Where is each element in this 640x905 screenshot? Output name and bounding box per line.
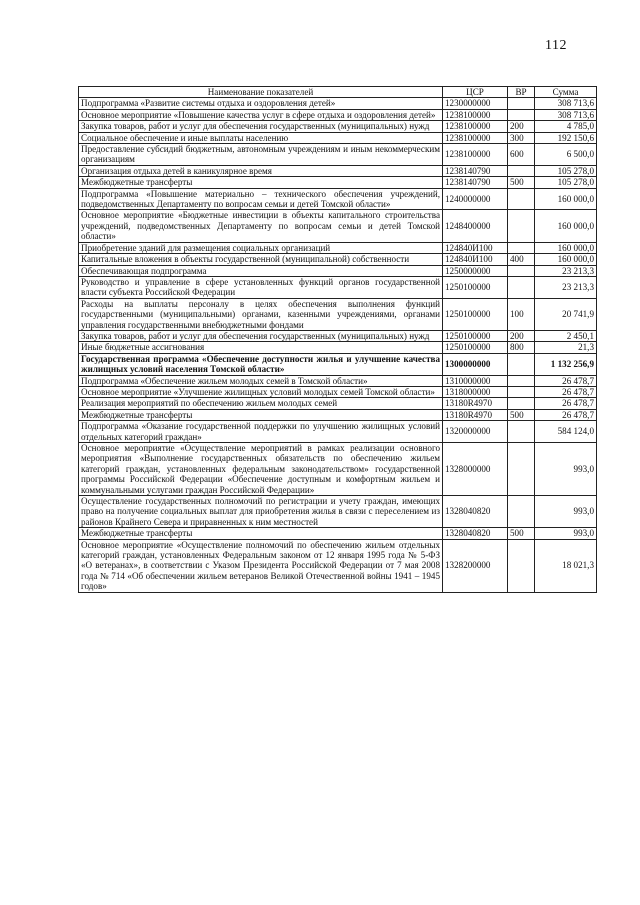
table-row (79, 265, 597, 276)
row-csr-cell: 1240000000 (443, 188, 508, 210)
row-name-cell: Организация отдыха детей в каникулярное время (79, 165, 443, 176)
row-sum-cell: 584 124,0 (535, 421, 597, 443)
row-name-cell: Основное мероприятие «Бюджетные инвестиции в объекты капитального строительства учреждений, подведомственных Департаменту по вопросам семьи и детей Томской области» (79, 210, 443, 242)
table-row (79, 298, 597, 330)
row-name-cell: Руководство и управление в сфере установленных функций органов государственной власти субъекта Российской Федерации (79, 276, 443, 298)
row-sum-cell: 4 785,0 (535, 121, 597, 132)
row-name-cell: Подпрограмма «Повышение материально – технического обеспечения учреждений, подведомственных Департаменту по вопросам семьи и детей Томской области» (79, 188, 443, 210)
table-row (79, 276, 597, 298)
header-vr: ВР (508, 87, 535, 98)
row-csr-cell: 1238140790 (443, 165, 508, 176)
row-sum-cell: 18 021,3 (535, 539, 597, 592)
row-sum-cell: 160 000,0 (535, 242, 597, 253)
row-csr-cell: 1328040820 (443, 496, 508, 528)
row-sum-cell: 105 278,0 (535, 177, 597, 188)
row-name-cell: Капитальные вложения в объекты государственной (муниципальной) собственности (79, 254, 443, 265)
row-vr-cell: 400 (508, 254, 535, 265)
row-name-cell: Основное мероприятие «Улучшение жилищных условий молодых семей Томской области» (79, 386, 443, 397)
header-name: Наименование показателей (79, 87, 443, 98)
table-row (79, 242, 597, 253)
header-sum: Сумма (535, 87, 597, 98)
row-csr-cell: 1328200000 (443, 539, 508, 592)
row-vr-cell: 200 (508, 330, 535, 341)
row-csr-cell: 1310000000 (443, 375, 508, 386)
row-vr-cell: 500 (508, 409, 535, 420)
row-csr-cell: 13180R4970 (443, 409, 508, 420)
row-sum-cell: 105 278,0 (535, 165, 597, 176)
row-vr-cell (508, 443, 535, 496)
row-vr-cell (508, 210, 535, 242)
row-vr-cell: 300 (508, 132, 535, 143)
row-name-cell: Подпрограмма «Развитие системы отдыха и оздоровления детей» (79, 98, 443, 109)
row-vr-cell (508, 398, 535, 409)
row-vr-cell: 600 (508, 144, 535, 166)
row-vr-cell (508, 375, 535, 386)
row-name-cell: Основное мероприятие «Осуществление мероприятий в рамках реализации основного мероприятия «Выполнение государственных обязательств по обеспечению жильем категорий граждан, установленных федеральным законодательством» государственной программы Российской Федерации «Обеспечение доступным и комфортным жильем и коммунальными услугами граждан Российской Федерации» (79, 443, 443, 496)
table-row (79, 330, 597, 341)
row-name-cell: Межбюджетные трансферты (79, 177, 443, 188)
row-sum-cell: 21,3 (535, 342, 597, 353)
row-csr-cell: 1248400000 (443, 210, 508, 242)
row-name-cell: Предоставление субсидий бюджетным, автономным учреждениям и иным некоммерческим организациям (79, 144, 443, 166)
row-vr-cell (508, 421, 535, 443)
table-row (79, 421, 597, 443)
row-vr-cell (508, 165, 535, 176)
table-row (79, 121, 597, 132)
table-row (79, 353, 597, 375)
row-sum-cell: 26 478,7 (535, 409, 597, 420)
row-name-cell: Государственная программа «Обеспечение доступности жилья и улучшение качества жилищных условий населения Томской области» (79, 353, 443, 375)
row-sum-cell: 2 450,1 (535, 330, 597, 341)
table-row (79, 496, 597, 528)
row-sum-cell: 20 741,9 (535, 298, 597, 330)
row-csr-cell: 1250100000 (443, 342, 508, 353)
table-row (79, 409, 597, 420)
row-csr-cell: 1318000000 (443, 386, 508, 397)
table-row (79, 528, 597, 539)
row-vr-cell (508, 539, 535, 592)
row-sum-cell: 23 213,3 (535, 265, 597, 276)
row-sum-cell: 1 132 256,9 (535, 353, 597, 375)
table-row (79, 342, 597, 353)
table-row (79, 386, 597, 397)
table-row (79, 177, 597, 188)
row-name-cell: Подпрограмма «Обеспечение жильем молодых семей в Томской области» (79, 375, 443, 386)
row-name-cell: Основное мероприятие «Повышение качества услуг в сфере отдыха и оздоровления детей» (79, 109, 443, 120)
row-vr-cell (508, 353, 535, 375)
row-name-cell: Реализация мероприятий по обеспечению жильем молодых семей (79, 398, 443, 409)
table-row (79, 188, 597, 210)
row-csr-cell: 1328000000 (443, 443, 508, 496)
table-body (79, 98, 597, 592)
row-name-cell: Закупка товаров, работ и услуг для обеспечения государственных (муниципальных) нужд (79, 121, 443, 132)
table-row (79, 254, 597, 265)
row-sum-cell: 26 478,7 (535, 398, 597, 409)
row-csr-cell: 124840И100 (443, 242, 508, 253)
table-row (79, 165, 597, 176)
row-name-cell: Приобретение зданий для размещения социальных организаций (79, 242, 443, 253)
table-row (79, 443, 597, 496)
row-csr-cell: 1238100000 (443, 109, 508, 120)
row-sum-cell: 160 000,0 (535, 188, 597, 210)
row-sum-cell: 23 213,3 (535, 276, 597, 298)
table-row (79, 539, 597, 592)
row-name-cell: Закупка товаров, работ и услуг для обеспечения государственных (муниципальных) нужд (79, 330, 443, 341)
row-name-cell: Расходы на выплаты персоналу в целях обеспечения выполнения функций государственными (муниципальными) органами, казенными учреждениями, органами управления государственными внебюджетными фондами (79, 298, 443, 330)
row-name-cell: Осуществление государственных полномочий по регистрации и учету граждан, имеющих право на получение социальных выплат для приобретения жилья в связи с переселением из районов Крайнего Севера и приравненных к ним местностей (79, 496, 443, 528)
row-csr-cell: 1320000000 (443, 421, 508, 443)
row-name-cell: Обеспечивающая подпрограмма (79, 265, 443, 276)
row-csr-cell: 1238140790 (443, 177, 508, 188)
row-vr-cell (508, 386, 535, 397)
row-csr-cell: 13180R4970 (443, 398, 508, 409)
row-name-cell: Межбюджетные трансферты (79, 528, 443, 539)
row-vr-cell (508, 242, 535, 253)
row-vr-cell (508, 265, 535, 276)
table-row (79, 398, 597, 409)
page-number: 112 (545, 38, 567, 53)
row-csr-cell: 1250100000 (443, 276, 508, 298)
row-vr-cell: 500 (508, 528, 535, 539)
row-vr-cell: 800 (508, 342, 535, 353)
row-csr-cell: 1230000000 (443, 98, 508, 109)
row-sum-cell: 308 713,6 (535, 98, 597, 109)
row-csr-cell: 1250100000 (443, 298, 508, 330)
row-csr-cell: 1238100000 (443, 132, 508, 143)
row-sum-cell: 26 478,7 (535, 386, 597, 397)
row-vr-cell: 100 (508, 298, 535, 330)
row-name-cell: Иные бюджетные ассигнования (79, 342, 443, 353)
row-vr-cell: 500 (508, 177, 535, 188)
row-vr-cell (508, 496, 535, 528)
row-name-cell: Подпрограмма «Оказание государственной поддержки по улучшению жилищных условий отдельных категорий граждан» (79, 421, 443, 443)
row-sum-cell: 993,0 (535, 443, 597, 496)
row-csr-cell: 1328040820 (443, 528, 508, 539)
row-csr-cell: 1300000000 (443, 353, 508, 375)
row-sum-cell: 160 000,0 (535, 254, 597, 265)
row-sum-cell: 192 150,6 (535, 132, 597, 143)
row-csr-cell: 1238100000 (443, 144, 508, 166)
row-csr-cell: 124840И100 (443, 254, 508, 265)
row-sum-cell: 308 713,6 (535, 109, 597, 120)
row-vr-cell (508, 188, 535, 210)
row-vr-cell (508, 98, 535, 109)
row-vr-cell (508, 276, 535, 298)
header-csr: ЦСР (443, 87, 508, 98)
table-row (79, 375, 597, 386)
row-name-cell: Межбюджетные трансферты (79, 409, 443, 420)
table-row (79, 144, 597, 166)
row-csr-cell: 1250000000 (443, 265, 508, 276)
row-sum-cell: 26 478,7 (535, 375, 597, 386)
row-sum-cell: 6 500,0 (535, 144, 597, 166)
row-csr-cell: 1238100000 (443, 121, 508, 132)
table-row (79, 98, 597, 109)
table-header-row (79, 87, 597, 98)
row-vr-cell: 200 (508, 121, 535, 132)
row-sum-cell: 993,0 (535, 528, 597, 539)
row-vr-cell (508, 109, 535, 120)
budget-table (78, 86, 597, 593)
row-sum-cell: 160 000,0 (535, 210, 597, 242)
table-row (79, 132, 597, 143)
row-name-cell: Социальное обеспечение и иные выплаты населению (79, 132, 443, 143)
row-sum-cell: 993,0 (535, 496, 597, 528)
table-row (79, 109, 597, 120)
row-csr-cell: 1250100000 (443, 330, 508, 341)
row-name-cell: Основное мероприятие «Осуществление полномочий по обеспечению жильем отдельных категорий граждан, установленных Федеральным законом от 12 января 1995 года № 5-ФЗ «О ветеранах», в соответствии с Указом Президента Российской Федерации от 7 мая 2008 года № 714 «Об обеспечении жильем ветеранов Великой Отечественной войны 1941 – 1945 годов» (79, 539, 443, 592)
table-row (79, 210, 597, 242)
